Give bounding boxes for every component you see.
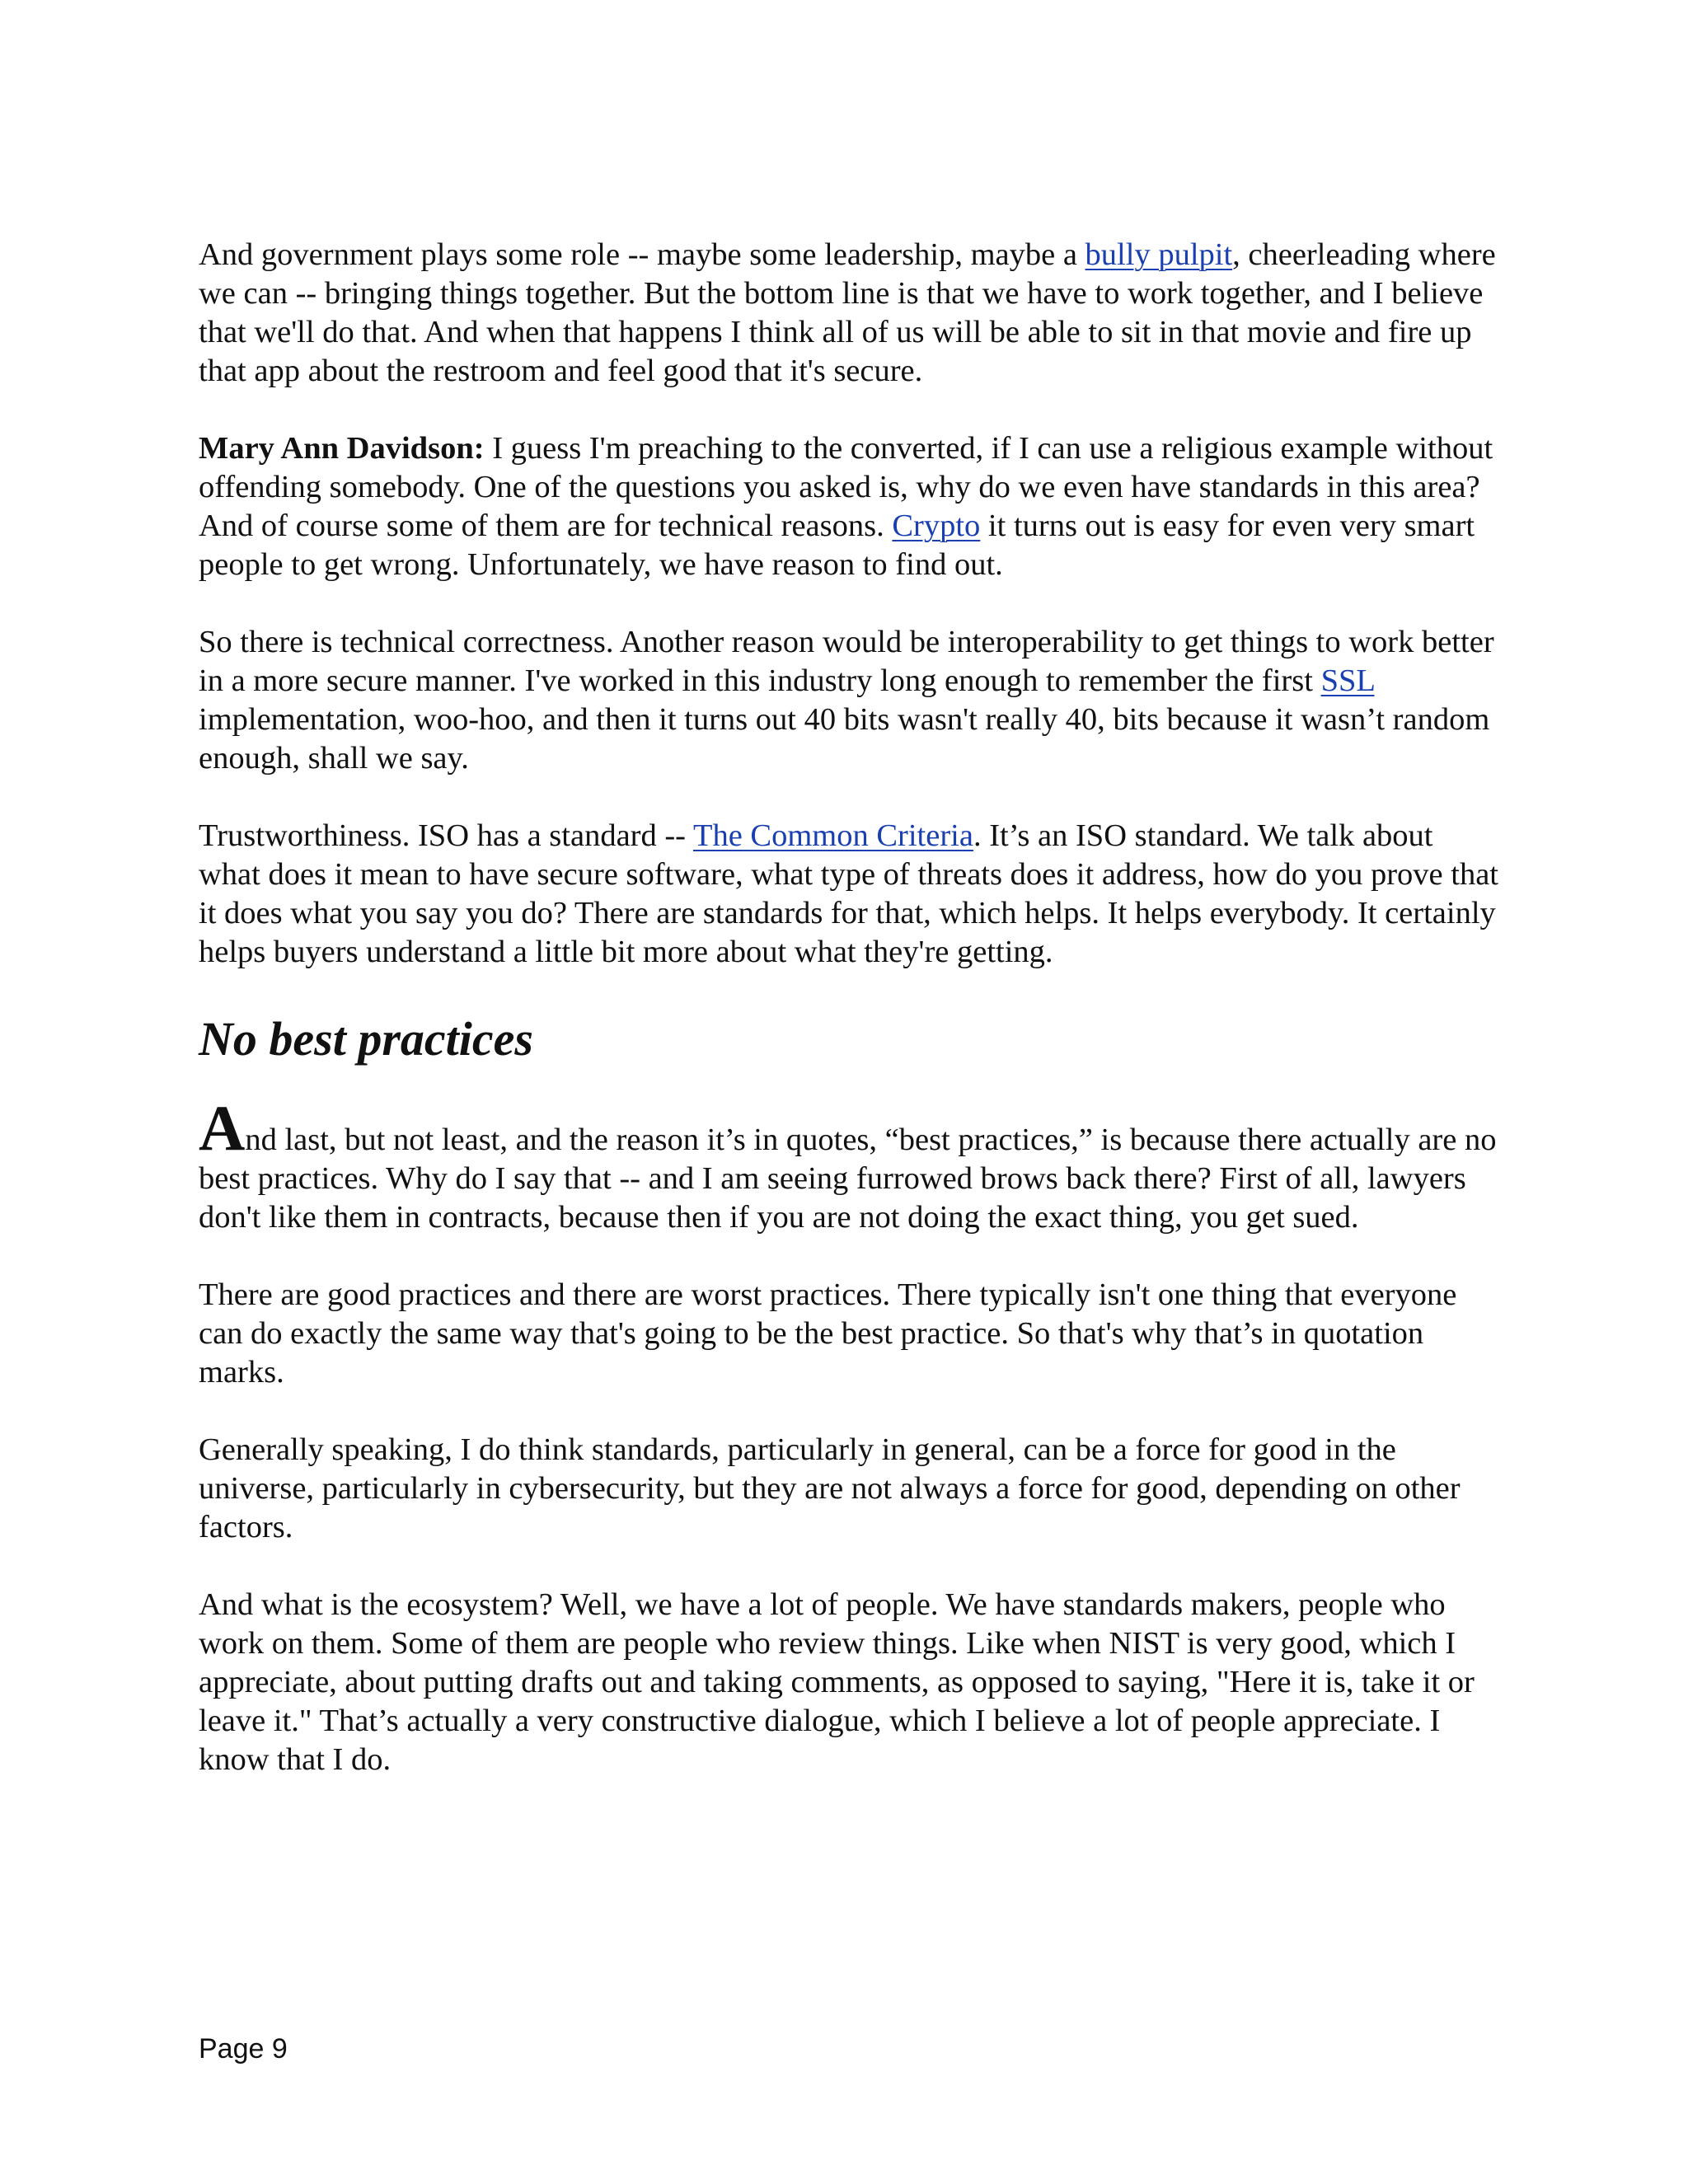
- speaker-name: Mary Ann Davidson:: [199, 431, 485, 466]
- paragraph-good-practices: There are good practices and there are worst practices. There typically isn't one thing that everyone can do exactly the same way that's going to be the best practice. So that's why that’s in quotation marks.: [199, 1277, 1457, 1390]
- paragraph-text: it turns out is easy for even very smart people to get wrong. Unfortunately, we have reason to find out.: [199, 509, 1475, 582]
- paragraph-government: [199, 236, 1501, 391]
- link-crypto[interactable]: Crypto: [892, 509, 981, 543]
- paragraph-generally-speaking: Generally speaking, I do think standards, particularly in general, can be a force for good in the universe, particularly in cybersecurity, but they are not always a force for good, depending on other factors.: [199, 1432, 1461, 1544]
- link-ssl[interactable]: SSL: [1320, 663, 1375, 698]
- document-body: [199, 236, 1501, 1779]
- paragraph-text: implementation, woo-hoo, and then it turns out 40 bits wasn't really 40, bits because it wasn’t random enough, shall we say.: [199, 702, 1490, 776]
- section-heading: No best practices: [199, 1012, 533, 1066]
- paragraph-text: Trustworthiness. ISO has a standard --: [199, 818, 693, 853]
- paragraph-text: So there is technical correctness. Another reason would be interoperability to get things to work better in a more secure manner. I've worked in this industry long enough to remember the first: [199, 625, 1494, 698]
- paragraph-text: , cheerleading where we can -- bringing things together. But the bottom line is that we have to work together, and I believe that we'll do that. And when that happens I think all of us will be able to sit in that movie and fire up that app about the restroom and feel good that it's secure.: [199, 237, 1496, 388]
- paragraph-technical-correctness: [199, 623, 1501, 778]
- paragraph-text: nd last, but not least, and the reason it’s in quotes, “best practices,” is because there actually are no best practices. Why do I say that -- and I am seeing furrowed brows back there? First of all, lawyers don't like them in contracts, because then if you are not doing the exact thing, you get sued.: [199, 1122, 1497, 1235]
- paragraph-trustworthiness: [199, 817, 1501, 972]
- paragraph-text: . It’s an ISO standard. We talk about what does it mean to have secure software, what type of threats does it address, how do you prove that it does what you say you do? There are standards for that, which helps. It helps everybody. It certainly helps buyers understand a little bit more about what they're getting.: [199, 818, 1498, 969]
- paragraph-ecosystem: And what is the ecosystem? Well, we have a lot of people. We have standards makers, people who work on them. Some of them are people who review things. Like when NIST is very good, which I appreciate, about putting drafts out and taking comments, as opposed to saying, "Here it is, take it or leave it." That’s actually a very constructive dialogue, which I believe a lot of people appreciate. I know that I do.: [199, 1587, 1475, 1777]
- paragraph-best-practices: [199, 1092, 1501, 1237]
- paragraph-text: I guess I'm preaching to the converted, if I can use a religious example without offending somebody. One of the questions you asked is, why do we even have standards in this area? And of course some of them are for technical reasons.: [199, 431, 1493, 543]
- paragraph-text: And government plays some role -- maybe some leadership, maybe a: [199, 237, 1085, 272]
- link-bully-pulpit[interactable]: bully pulpit: [1085, 237, 1233, 272]
- drop-cap: A: [199, 1092, 246, 1164]
- paragraph-davidson: [199, 429, 1501, 584]
- link-common-criteria[interactable]: The Common Criteria: [692, 818, 973, 853]
- page-number: Page 9: [199, 2033, 288, 2064]
